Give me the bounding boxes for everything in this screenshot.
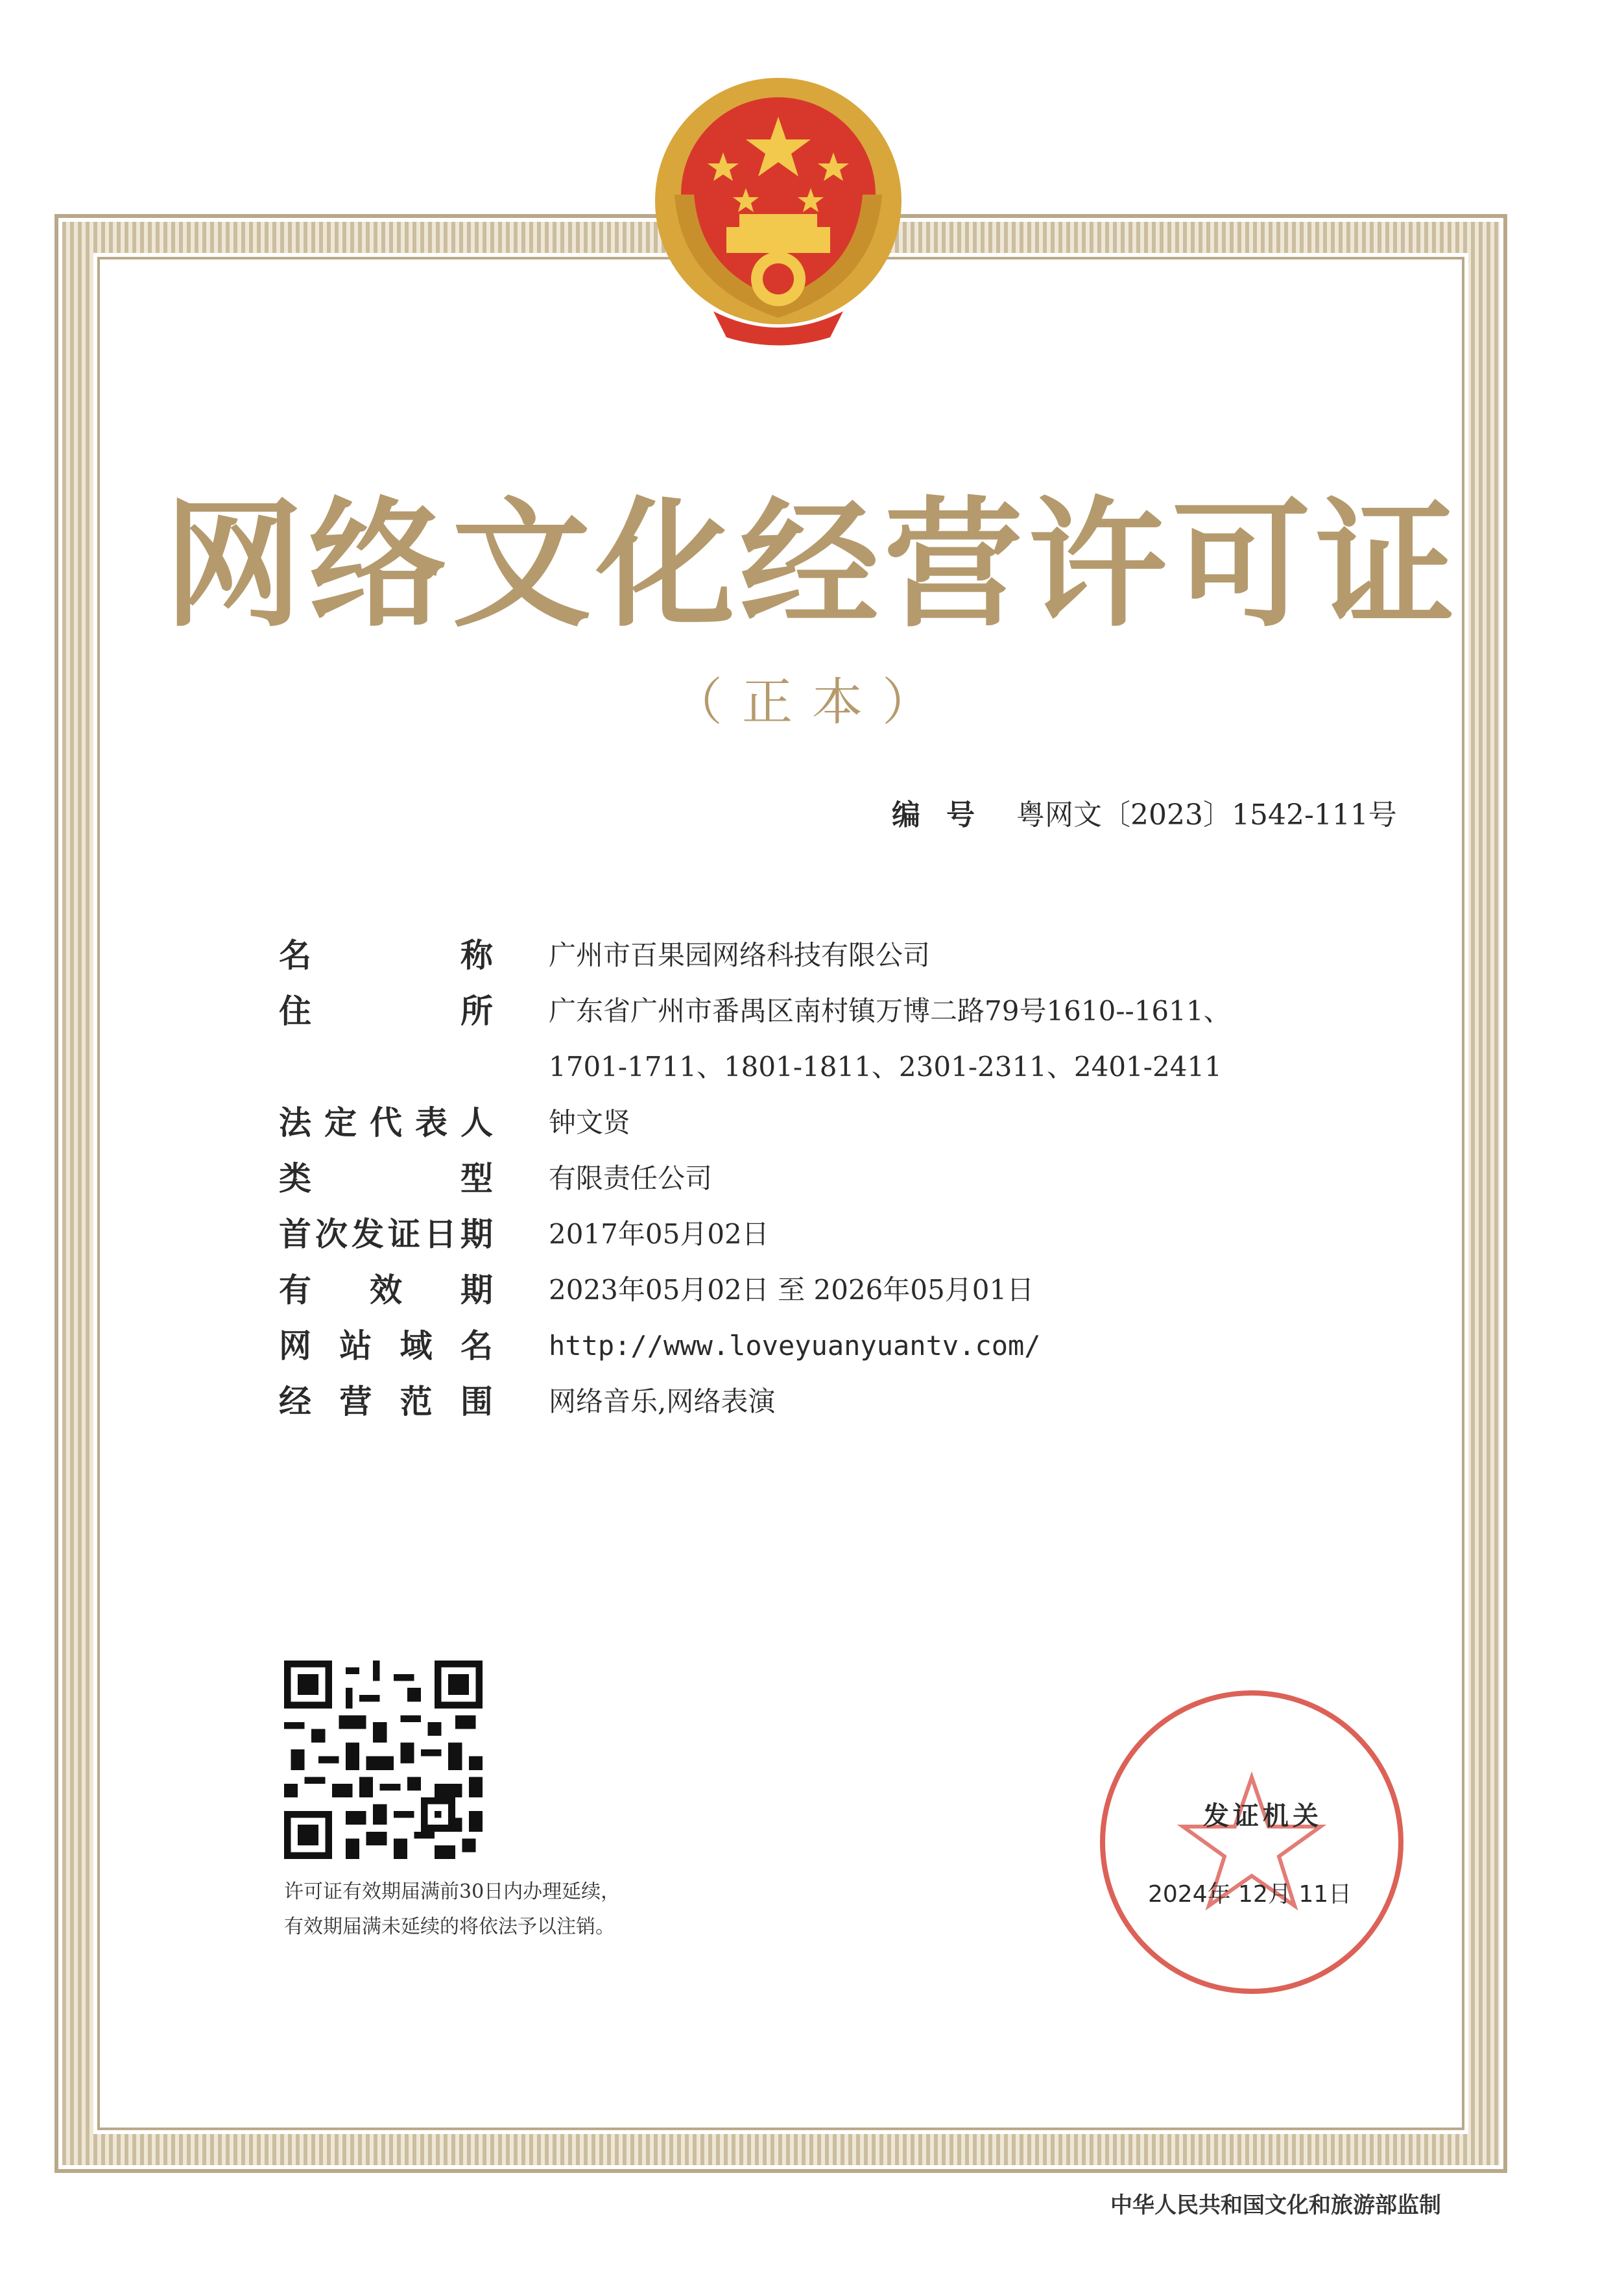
validity-notice-line: 有效期届满未延续的将依法予以注销。	[284, 1915, 615, 1938]
issue-date: 2024年 12月 11日	[1148, 1881, 1352, 1908]
validity-notice	[284, 1875, 620, 1945]
certificate-number-label: 编号	[892, 798, 1001, 832]
supervisor-footer: 中华人民共和国文化和旅游部监制	[1110, 2192, 1441, 2218]
field-label: 首次发证日期	[279, 1216, 493, 1253]
field-label: 类型	[279, 1160, 493, 1197]
certificate-fields	[279, 928, 1368, 1430]
field-value: 广州市百果园网络科技有限公司	[549, 939, 931, 971]
certificate-number-value: 粤网文〔2023〕1542-111号	[1016, 798, 1397, 832]
qr-code-icon[interactable]	[284, 1661, 483, 1859]
field-value: 钟文贤	[549, 1107, 631, 1138]
field-value: 有限责任公司	[549, 1162, 713, 1194]
national-emblem-icon	[636, 65, 921, 350]
certificate-number-row	[892, 791, 1397, 833]
field-row-business-scope	[279, 1374, 1368, 1430]
field-label: 经营范围	[279, 1383, 493, 1421]
issuing-authority-label: 发证机关	[1203, 1801, 1322, 1831]
certificate-subtitle: （正本）	[671, 673, 952, 732]
validity-notice-line: 许可证有效期届满前30日内办理延续，	[284, 1880, 621, 1903]
certificate-title: 网络文化经营许可证	[164, 483, 1460, 646]
field-row-website-domain	[279, 1318, 1368, 1374]
field-row-legal-representative	[279, 1095, 1368, 1151]
field-value: 2023年05月02日 至 2026年05月01日	[549, 1274, 1034, 1306]
field-row-address	[279, 983, 1368, 1095]
field-row-first-issue-date	[279, 1206, 1368, 1262]
field-value: http://www.loveyuanyuantv.com/	[549, 1330, 1041, 1361]
field-value: 2017年05月02日	[549, 1218, 769, 1250]
field-label: 住所	[279, 992, 493, 1030]
field-label: 名称	[279, 937, 493, 974]
field-row-type	[279, 1151, 1368, 1206]
official-seal-stamp	[1090, 1680, 1414, 2004]
field-label: 有效期	[279, 1271, 493, 1309]
field-label: 网站域名	[279, 1327, 493, 1365]
field-row-validity-period	[279, 1262, 1368, 1318]
field-label: 法定代表人	[279, 1104, 493, 1142]
field-value: 网络音乐,网络表演	[549, 1385, 776, 1417]
field-value: 广东省广州市番禺区南村镇万博二路79号1610--1611、1701-1711、1801-1811、2301-2311、2401-2411	[549, 995, 1231, 1083]
field-row-name	[279, 928, 1368, 983]
